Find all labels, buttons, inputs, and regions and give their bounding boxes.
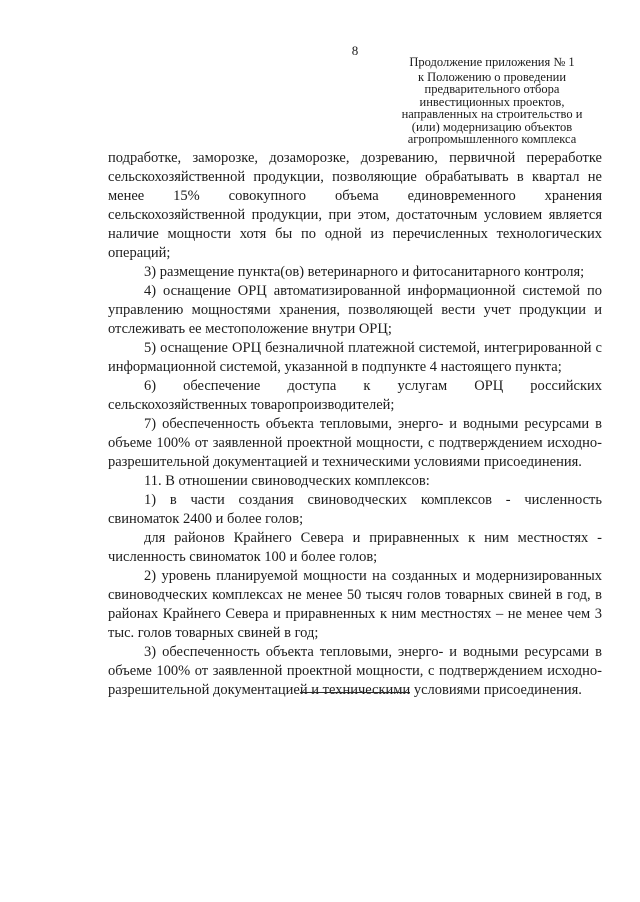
paragraph-pig-item-1: 1) в части создания свиноводческих комплексов - численность свиноматок 2400 и более голов;	[108, 492, 602, 527]
header-line: предварительного отбора	[424, 82, 560, 96]
end-divider	[300, 692, 410, 693]
header-line: инвестиционных проектов,	[419, 94, 565, 109]
appendix-header	[392, 56, 592, 146]
paragraph-item-5: 5) оснащение ОРЦ безналичной платежной системой, интегрированной с информационной системой, указанной в подпункте 4 настоящего пункта;	[108, 340, 602, 375]
paragraph-far-north: для районов Крайнего Севера и приравненных к ним местностях - численность свиноматок 100 и более голов;	[108, 530, 602, 565]
header-line: агропромышленного комплекса	[407, 132, 577, 146]
paragraph-continuation: подработке, заморозке, дозаморозке, дозреванию, первичной переработке сельскохозяйственной продукции, позволяющие обрабатывать в квартал не менее 15% совокупного объема единовременного хранения сельскохозяйственной продукции, при этом, достаточным условием является наличие мощности хотя бы по одной из перечисленных технологических операций;	[108, 150, 602, 261]
paragraph-item-4: 4) оснащение ОРЦ автоматизированной информационной системой по управлению мощностями хранения, позволяющей вести учет продукции и отслеживать ее местоположение внутри ОРЦ;	[108, 283, 602, 337]
header-line: (или) модернизацию объектов	[411, 119, 573, 134]
document-body	[108, 149, 602, 700]
paragraph-item-6: 6) обеспечение доступа к услугам ОРЦ российских сельскохозяйственных товаропроизводителей;	[108, 378, 602, 413]
header-line: направленных на строительство и	[401, 107, 583, 121]
appendix-continuation-title: Продолжение приложения № 1	[409, 55, 575, 69]
paragraph-pig-item-3: 3) обеспеченность объекта тепловыми, энерго- и водными ресурсами в объеме 100% от заявленной проектной мощности, с подтверждением исходно-разрешительной документацией и техническими условиями присоединения.	[108, 644, 602, 698]
header-line: к Положению о проведении	[417, 69, 567, 84]
page-number: 8	[351, 43, 359, 58]
paragraph-item-7: 7) обеспеченность объекта тепловыми, энерго- и водными ресурсами в объеме 100% от заявленной проектной мощности, с подтверждением исходно-разрешительной документацией и техническими условиями присоединения.	[108, 416, 602, 470]
section-11-heading: 11. В отношении свиноводческих комплексов:	[144, 473, 430, 489]
paragraph-item-3: 3) размещение пункта(ов) ветеринарного и фитосанитарного контроля;	[144, 264, 585, 280]
paragraph-pig-item-2: 2) уровень планируемой мощности на созданных и модернизированных свиноводческих комплексах не менее 50 тысяч голов товарных свиней в год, в районах Крайнего Севера и приравненных к ним местностях – не менее чем 3 тыс. голов товарных свиней в год;	[108, 568, 602, 641]
